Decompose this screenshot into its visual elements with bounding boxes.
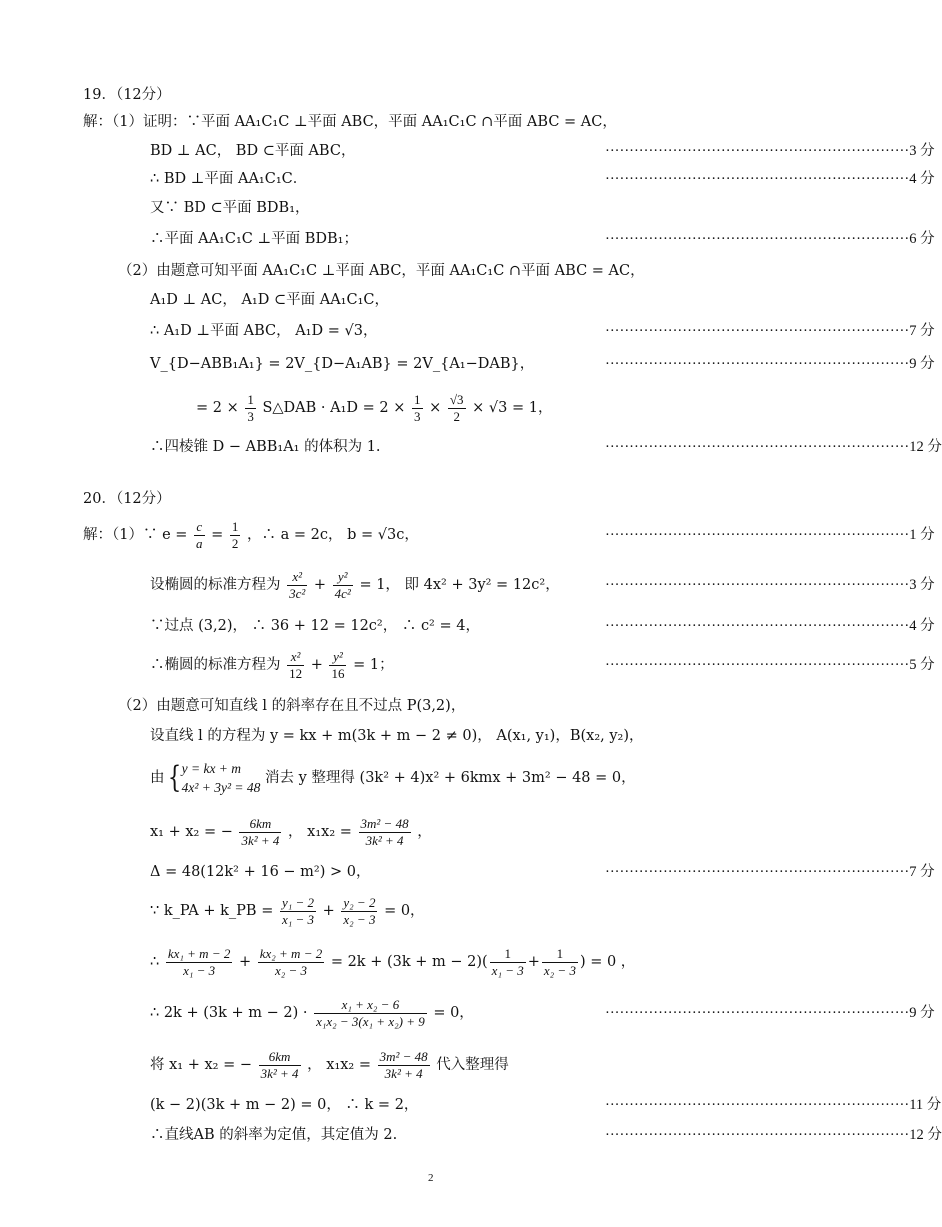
fraction	[341, 895, 377, 928]
left-brace-icon: {	[167, 760, 181, 795]
q20-part2-line1: （2）由题意可知直线 l 的斜率存在且不过点 P(3,2)，	[118, 698, 466, 714]
leader-dots: ·······························································	[605, 1097, 910, 1113]
math-text: = 2k + (3k + m − 2)(	[330, 954, 488, 970]
q19-line3: ∴ BD ⊥平面 AA₁C₁C．	[150, 171, 308, 187]
q20-part2-line11-score	[605, 1126, 942, 1144]
math-text: +	[238, 954, 252, 970]
q19-line3-score	[605, 170, 935, 188]
fraction-denominator: 3k² + 4	[365, 832, 404, 848]
q20-header: 20．（12分）	[83, 491, 171, 507]
fraction-denominator: 3k² + 4	[384, 1065, 423, 1081]
math-text: = 1；	[353, 657, 394, 673]
fraction-numerator: 1	[490, 946, 526, 963]
score-label: 6 分	[909, 231, 935, 247]
math-text: ，∴ a = 2c， b = √3c，	[247, 527, 419, 543]
q19-intro: 解：（1）证明：∵平面 AA₁C₁C ⊥平面 ABC，平面 AA₁C₁C ∩平面 ABC = AC，	[83, 114, 617, 130]
math-text: 由	[150, 770, 165, 786]
score-label: 4 分	[909, 618, 935, 634]
q20-part2-line4	[150, 812, 432, 852]
fraction-numerator: x₁ + x₂ − 6	[314, 997, 427, 1014]
q19-part2-line3-score	[605, 322, 935, 340]
fraction	[329, 649, 346, 682]
math-text: S△DAB · A₁D = 2 ×	[262, 400, 406, 416]
fraction	[245, 392, 256, 425]
fraction	[259, 1049, 301, 1082]
leader-dots: ·······························································	[605, 323, 910, 339]
fraction	[359, 816, 411, 849]
q20-part2-line3	[150, 756, 636, 800]
fraction	[490, 946, 526, 979]
math-text: ∵ k_PA + k_PB =	[150, 903, 274, 919]
leader-dots: ·······························································	[605, 439, 910, 455]
fraction-denominator: 2	[231, 535, 239, 551]
math-text: × √3 = 1，	[472, 400, 553, 416]
q19-part2-line4: V_{D−ABB₁A₁} = 2V_{D−A₁AB} = 2V_{A₁−DAB}，	[150, 356, 535, 372]
score-label: 7 分	[909, 864, 935, 880]
math-text: +	[322, 903, 335, 919]
score-label: 12 分	[909, 1127, 942, 1143]
fraction-numerator: y₁ − 2	[281, 894, 315, 910]
score-label: 7 分	[909, 323, 935, 339]
q20-part2-line5-score	[605, 863, 935, 881]
fraction-numerator: 6km	[239, 816, 281, 833]
q20-part2-line2: 设直线 l 的方程为 y = kx + m(3k + m − 2 ≠ 0)， A(x₁, y₁)，B(x₂, y₂)，	[150, 728, 644, 744]
q19-line4: 又∵ BD ⊂平面 BDB₁，	[150, 200, 310, 216]
fraction-denominator: 12	[289, 665, 303, 681]
fraction-numerator: x²	[287, 649, 304, 666]
fraction	[258, 946, 325, 979]
leader-dots: ·······························································	[605, 577, 910, 593]
math-text: = 0，	[384, 903, 425, 919]
score-label: 3 分	[909, 577, 935, 593]
q19-part2-line1: （2）由题意可知平面 AA₁C₁C ⊥平面 ABC，平面 AA₁C₁C ∩平面 ABC = AC，	[118, 263, 645, 279]
fraction-numerator: 1	[231, 518, 239, 534]
q20-part2-line5: Δ = 48(12k² + 16 − m²) > 0，	[150, 864, 371, 880]
math-text: = 2 ×	[196, 400, 239, 416]
score-label: 9 分	[909, 1005, 935, 1021]
leader-dots: ·······························································	[605, 356, 910, 372]
fraction	[166, 946, 233, 979]
fraction	[194, 519, 205, 552]
q19-part2-line2: A₁D ⊥ AC， A₁D ⊂平面 AA₁C₁C，	[150, 292, 389, 308]
equation-row: 4x² + 3y² = 48	[181, 780, 261, 795]
leader-dots: ·······························································	[605, 657, 910, 673]
math-text: x₁ + x₂ = −	[150, 824, 233, 840]
q19-header: 19．（12分）	[83, 87, 171, 103]
q20-part2-line10: (k − 2)(3k + m − 2) = 0， ∴ k = 2，	[150, 1097, 419, 1113]
q20-line3: ∵过点 (3,2)， ∴ 36 + 12 = 12c²， ∴ c² = 4，	[150, 618, 480, 634]
fraction	[333, 569, 353, 602]
q20-line1-score	[605, 526, 935, 544]
math-text: +	[310, 657, 323, 673]
leader-dots: ·······························································	[605, 618, 910, 634]
q20-line2	[150, 565, 560, 605]
leader-dots: ·······························································	[605, 1005, 910, 1021]
leader-dots: ·······························································	[605, 143, 910, 159]
q19-line5-score	[605, 230, 935, 248]
fraction-numerator: y₂ − 2	[343, 894, 376, 910]
q19-line2: BD ⊥ AC， BD ⊂平面 ABC，	[150, 143, 356, 159]
math-text: 代入整理得	[436, 1057, 509, 1073]
fraction-numerator: y²	[333, 569, 353, 586]
q20-part2-line8-score	[605, 1004, 935, 1022]
fraction-denominator: 3c²	[289, 585, 306, 601]
fraction-numerator: 1	[414, 391, 421, 407]
math-text: 设椭圆的标准方程为	[150, 577, 281, 593]
q20-part2-line11: ∴直线AB 的斜率为定值，其定值为 2.	[150, 1127, 398, 1143]
score-label: 9 分	[909, 356, 935, 372]
math-text: +	[313, 577, 327, 593]
score-label: 12 分	[909, 439, 942, 455]
math-text: ， x₁x₂ =	[288, 824, 352, 840]
q19-part2-line4-score	[605, 355, 935, 373]
q19-part2-line5	[196, 388, 552, 428]
fraction-numerator: kx₁ + m − 2	[167, 945, 231, 961]
math-text: 解：（1）∵ e =	[83, 527, 188, 543]
q19-line5: ∴平面 AA₁C₁C ⊥平面 BDB₁；	[150, 231, 358, 247]
math-text: ∴椭圆的标准方程为	[150, 657, 281, 673]
leader-dots: ·······························································	[605, 864, 910, 880]
score-label: 3 分	[909, 143, 935, 159]
fraction-numerator: y²	[329, 649, 346, 666]
leader-dots: ·······························································	[605, 231, 910, 247]
equation-system	[182, 759, 261, 797]
fraction-numerator: 6km	[259, 1049, 301, 1066]
fraction	[412, 392, 423, 425]
q20-part2-line6	[150, 891, 425, 931]
fraction-denominator: a	[196, 535, 203, 551]
math-text: +	[527, 954, 540, 970]
math-text: ∴ 2k + (3k + m − 2) ·	[150, 1005, 308, 1021]
fraction-denominator: x₁ − 3	[281, 911, 315, 927]
fraction	[448, 392, 466, 425]
fraction-denominator: 3k² + 4	[241, 832, 280, 848]
fraction	[378, 1049, 430, 1082]
q20-part2-line7	[150, 942, 635, 982]
math-text: 将 x₁ + x₂ = −	[150, 1057, 252, 1073]
leader-dots: ·······························································	[605, 171, 910, 187]
fraction-denominator: 3k² + 4	[260, 1065, 299, 1081]
fraction-denominator: 4c²	[334, 585, 351, 601]
fraction	[239, 816, 281, 849]
q19-part2-line6: ∴四棱锥 D − ABB₁A₁ 的体积为 1.	[150, 439, 381, 455]
fraction-denominator: 3	[247, 408, 254, 424]
fraction-numerator: x²	[287, 569, 307, 586]
score-label: 4 分	[909, 171, 935, 187]
leader-dots: ·······························································	[605, 1127, 910, 1143]
math-text: ，	[417, 824, 432, 840]
q19-line2-score	[605, 142, 935, 160]
q20-part2-line9	[150, 1045, 509, 1085]
leader-dots: ·······························································	[605, 527, 910, 543]
math-text: ×	[429, 400, 442, 416]
math-text: 消去 y 整理得 (3k² + 4)x² + 6kmx + 3m² − 48 = 0，	[265, 770, 636, 786]
math-text: = 0，	[433, 1005, 474, 1021]
fraction-numerator: 1	[542, 946, 578, 963]
fraction-denominator: 3	[414, 408, 421, 424]
q20-line1	[83, 515, 419, 555]
fraction	[230, 519, 241, 552]
math-text: = 1， 即 4x² + 3y² = 12c²，	[359, 577, 560, 593]
q19-part2-line6-score	[605, 438, 942, 456]
fraction-numerator: 3m² − 48	[379, 1048, 428, 1064]
fraction	[287, 649, 304, 682]
fraction-numerator: kx₂ + m − 2	[259, 945, 323, 961]
fraction-numerator: c	[194, 519, 205, 536]
score-label: 1 分	[909, 527, 935, 543]
equation-row: y = kx + m	[181, 761, 242, 776]
fraction	[287, 569, 307, 602]
fraction	[280, 895, 316, 928]
score-label: 11 分	[909, 1097, 942, 1113]
fraction	[542, 946, 578, 979]
math-text: ∴	[150, 954, 160, 970]
fraction-denominator: 2	[453, 408, 460, 424]
fraction-numerator: 1	[247, 391, 254, 407]
fraction-denominator: x₂ − 3	[543, 962, 576, 978]
fraction	[314, 997, 427, 1030]
q20-line4	[150, 645, 394, 685]
fraction-denominator: x₁x₂ − 3(x₁ + x₂) + 9	[316, 1013, 425, 1029]
score-label: 5 分	[909, 657, 935, 673]
fraction-denominator: 16	[331, 665, 345, 681]
fraction-numerator: 3m² − 48	[360, 815, 409, 831]
q20-line3-score	[605, 617, 935, 635]
fraction-denominator: x₂ − 3	[343, 911, 376, 927]
q20-line2-score	[605, 576, 935, 594]
page-number: 2	[428, 1172, 434, 1184]
q20-part2-line10-score	[605, 1096, 942, 1114]
q19-part2-line3: ∴ A₁D ⊥平面 ABC， A₁D = √3，	[150, 323, 378, 339]
fraction-denominator: x₂ − 3	[274, 962, 307, 978]
fraction-denominator: x₁ − 3	[491, 962, 524, 978]
math-text: ， x₁x₂ =	[307, 1057, 372, 1073]
q20-part2-line8	[150, 993, 474, 1033]
math-text: =	[211, 527, 224, 543]
q20-line4-score	[605, 656, 935, 674]
fraction-numerator: √3	[449, 391, 464, 407]
fraction-denominator: x₁ − 3	[183, 962, 216, 978]
math-text: ) = 0 ，	[579, 954, 636, 970]
